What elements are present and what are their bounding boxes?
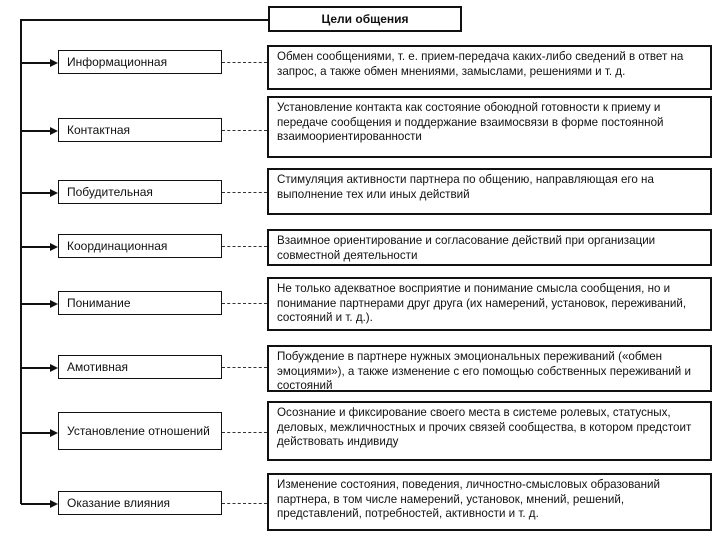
goal-description: Осознание и фиксирование своего места в системе ролевых, статусных, деловых, межличностных и прочих связей сообщества, в котором предстоит действовать индивиду (277, 406, 692, 449)
goal-label-box (58, 291, 222, 315)
goal-description-box (267, 277, 712, 331)
goal-label-box (58, 50, 222, 74)
goal-description: Обмен сообщениями, т. е. прием-передача каких-либо сведений в ответ на запрос, а также обмен мнениями, замыслами, решениями и т. д. (277, 50, 684, 78)
branch-line (21, 303, 51, 305)
goal-connector (222, 192, 267, 193)
goal-label-box (58, 118, 222, 142)
goal-name: Координационная (67, 239, 168, 253)
arrow-icon (50, 300, 58, 308)
arrow-icon (50, 364, 58, 372)
diagram-title: Цели общения (268, 6, 462, 32)
branch-line (21, 503, 51, 505)
goal-name: Оказание влияния (67, 496, 171, 510)
goal-connector (222, 367, 267, 368)
goal-description: Побуждение в партнере нужных эмоциональных переживаний («обмен эмоциями»), а также изменение с его помощью собственных переживаний и состояний (277, 350, 691, 393)
goal-connector (222, 246, 267, 247)
top-connector (20, 19, 268, 21)
goal-label-box (58, 355, 222, 379)
goal-description-box (267, 96, 712, 158)
goal-connector (222, 130, 267, 131)
branch-line (21, 130, 51, 132)
goal-name: Информационная (67, 55, 168, 69)
arrow-icon (50, 59, 58, 67)
goal-name: Амотивная (67, 360, 129, 374)
goal-label-box (58, 412, 222, 450)
goal-description: Стимуляция активности партнера по общению, направляющая его на выполнение тех или иных действий (277, 173, 654, 201)
goal-description: Не только адекватное восприятие и понимание смысла сообщения, но и понимание партнерами друг друга (их намерений, установок, переживаний, состояний и т. д.). (277, 282, 687, 325)
goal-description-box (267, 45, 712, 90)
arrow-icon (50, 127, 58, 135)
branch-line (21, 62, 51, 64)
goal-description-box (267, 229, 712, 266)
goal-description-box (267, 168, 712, 215)
goal-label-box (58, 234, 222, 258)
goal-description-box (267, 473, 712, 531)
goal-connector (222, 432, 267, 433)
goal-description: Установление контакта как состояние обоюдной готовности к приему и передаче сообщения и поддержание взаимосвязи в форме постоянной взаимоориентированности (277, 101, 664, 144)
goal-description: Взаимное ориентирование и согласование действий при организации совместной деятельности (277, 234, 656, 262)
branch-line (21, 367, 51, 369)
arrow-icon (50, 500, 58, 508)
branch-line (21, 192, 51, 194)
goal-name: Установление отношений (67, 424, 210, 438)
branch-line (21, 432, 51, 434)
goal-label-box (58, 180, 222, 204)
goal-name: Побудительная (67, 185, 153, 199)
arrow-icon (50, 243, 58, 251)
goal-label-box (58, 491, 222, 515)
branch-line (21, 246, 51, 248)
arrow-icon (50, 189, 58, 197)
goal-connector (222, 503, 267, 504)
goal-connector (222, 303, 267, 304)
arrow-icon (50, 429, 58, 437)
goal-connector (222, 62, 267, 63)
goal-description-box (267, 401, 712, 461)
goal-name: Контактная (67, 123, 131, 137)
goal-description: Изменение состояния, поведения, личностно-смысловых образований партнера, в том числе намерений, установок, мнений, решений, представлений, потребностей, активности и т. д. (277, 478, 660, 521)
goal-description-box (267, 345, 712, 392)
goal-name: Понимание (67, 296, 131, 310)
